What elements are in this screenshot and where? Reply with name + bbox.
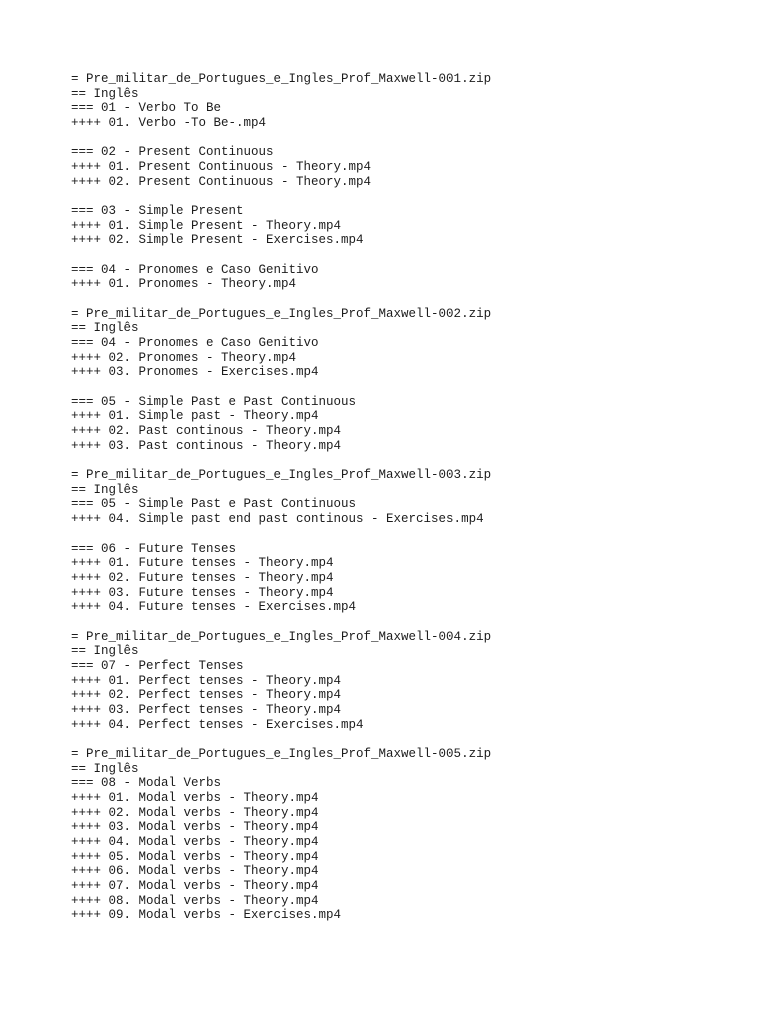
- file-entry: ++++ 03. Past continous - Theory.mp4: [71, 438, 342, 453]
- section: [71, 659, 768, 732]
- section-heading: === 05 - Simple Past e Past Continuous: [71, 497, 357, 512]
- language-label: == Inglês: [71, 86, 139, 101]
- file-entry: ++++ 03. Modal verbs - Theory.mp4: [71, 820, 319, 835]
- section: [71, 145, 768, 189]
- file-entry: ++++ 02. Present Continuous - Theory.mp4: [71, 174, 372, 189]
- section: [71, 497, 768, 526]
- file-entry: ++++ 03. Pronomes - Exercises.mp4: [71, 365, 319, 380]
- file-entry: ++++ 01. Present Continuous - Theory.mp4: [71, 160, 372, 175]
- archive-005: [71, 747, 768, 923]
- file-entry: ++++ 07. Modal verbs - Theory.mp4: [71, 878, 319, 893]
- language-label: == Inglês: [71, 761, 139, 776]
- section-heading: === 08 - Modal Verbs: [71, 776, 222, 791]
- archive-name: = Pre_militar_de_Portugues_e_Ingles_Prof_Maxwell-001.zip: [71, 72, 492, 86]
- file-entry: ++++ 03. Future tenses - Theory.mp4: [71, 585, 334, 600]
- section: [71, 776, 768, 923]
- file-entry: ++++ 09. Modal verbs - Exercises.mp4: [71, 908, 342, 923]
- file-entry: ++++ 06. Modal verbs - Theory.mp4: [71, 864, 319, 879]
- section-heading: === 06 - Future Tenses: [71, 541, 237, 556]
- section-heading: === 01 - Verbo To Be: [71, 101, 222, 116]
- section-heading: === 05 - Simple Past e Past Continuous: [71, 394, 357, 409]
- file-entry: ++++ 01. Verbo -To Be-.mp4: [71, 116, 267, 131]
- file-entry: ++++ 08. Modal verbs - Theory.mp4: [71, 893, 319, 908]
- section: [71, 204, 768, 248]
- language-label: == Inglês: [71, 321, 139, 336]
- file-entry: ++++ 02. Past continous - Theory.mp4: [71, 424, 342, 439]
- file-entry: ++++ 01. Modal verbs - Theory.mp4: [71, 790, 319, 805]
- section: [71, 101, 768, 130]
- section: [71, 542, 768, 615]
- file-entry: ++++ 01. Simple Present - Theory.mp4: [71, 218, 342, 233]
- file-entry: ++++ 01. Simple past - Theory.mp4: [71, 409, 319, 424]
- file-entry: ++++ 02. Simple Present - Exercises.mp4: [71, 233, 364, 248]
- archive-004: [71, 630, 768, 733]
- archive-002: [71, 307, 768, 454]
- file-entry: ++++ 04. Simple past end past continous - Exercises.mp4: [71, 512, 484, 527]
- file-entry: ++++ 04. Future tenses - Exercises.mp4: [71, 600, 357, 615]
- file-entry: ++++ 02. Pronomes - Theory.mp4: [71, 350, 297, 365]
- file-entry: ++++ 04. Modal verbs - Theory.mp4: [71, 834, 319, 849]
- section-heading: === 03 - Simple Present: [71, 204, 244, 219]
- archive-name: = Pre_militar_de_Portugues_e_Ingles_Prof_Maxwell-002.zip: [71, 306, 492, 321]
- section-heading: === 02 - Present Continuous: [71, 145, 274, 160]
- archive-name: = Pre_militar_de_Portugues_e_Ingles_Prof_Maxwell-004.zip: [71, 629, 492, 644]
- section-heading: === 04 - Pronomes e Caso Genitivo: [71, 262, 319, 277]
- file-entry: ++++ 01. Future tenses - Theory.mp4: [71, 556, 334, 571]
- section: [71, 263, 768, 292]
- section-heading: === 04 - Pronomes e Caso Genitivo: [71, 336, 319, 351]
- file-entry: ++++ 04. Perfect tenses - Exercises.mp4: [71, 717, 364, 732]
- file-entry: ++++ 02. Perfect tenses - Theory.mp4: [71, 688, 342, 703]
- section: [71, 395, 768, 454]
- archive-001: [71, 72, 768, 292]
- section-heading: === 07 - Perfect Tenses: [71, 658, 244, 673]
- archive-003: [71, 468, 768, 615]
- file-entry: ++++ 05. Modal verbs - Theory.mp4: [71, 849, 319, 864]
- file-entry: ++++ 02. Modal verbs - Theory.mp4: [71, 805, 319, 820]
- file-entry: ++++ 01. Perfect tenses - Theory.mp4: [71, 673, 342, 688]
- file-entry: ++++ 03. Perfect tenses - Theory.mp4: [71, 702, 342, 717]
- file-entry: ++++ 01. Pronomes - Theory.mp4: [71, 277, 297, 292]
- file-entry: ++++ 02. Future tenses - Theory.mp4: [71, 570, 334, 585]
- archive-name: = Pre_militar_de_Portugues_e_Ingles_Prof_Maxwell-005.zip: [71, 746, 492, 761]
- language-label: == Inglês: [71, 644, 139, 659]
- section: [71, 336, 768, 380]
- archive-name: = Pre_militar_de_Portugues_e_Ingles_Prof_Maxwell-003.zip: [71, 468, 492, 483]
- language-label: == Inglês: [71, 482, 139, 497]
